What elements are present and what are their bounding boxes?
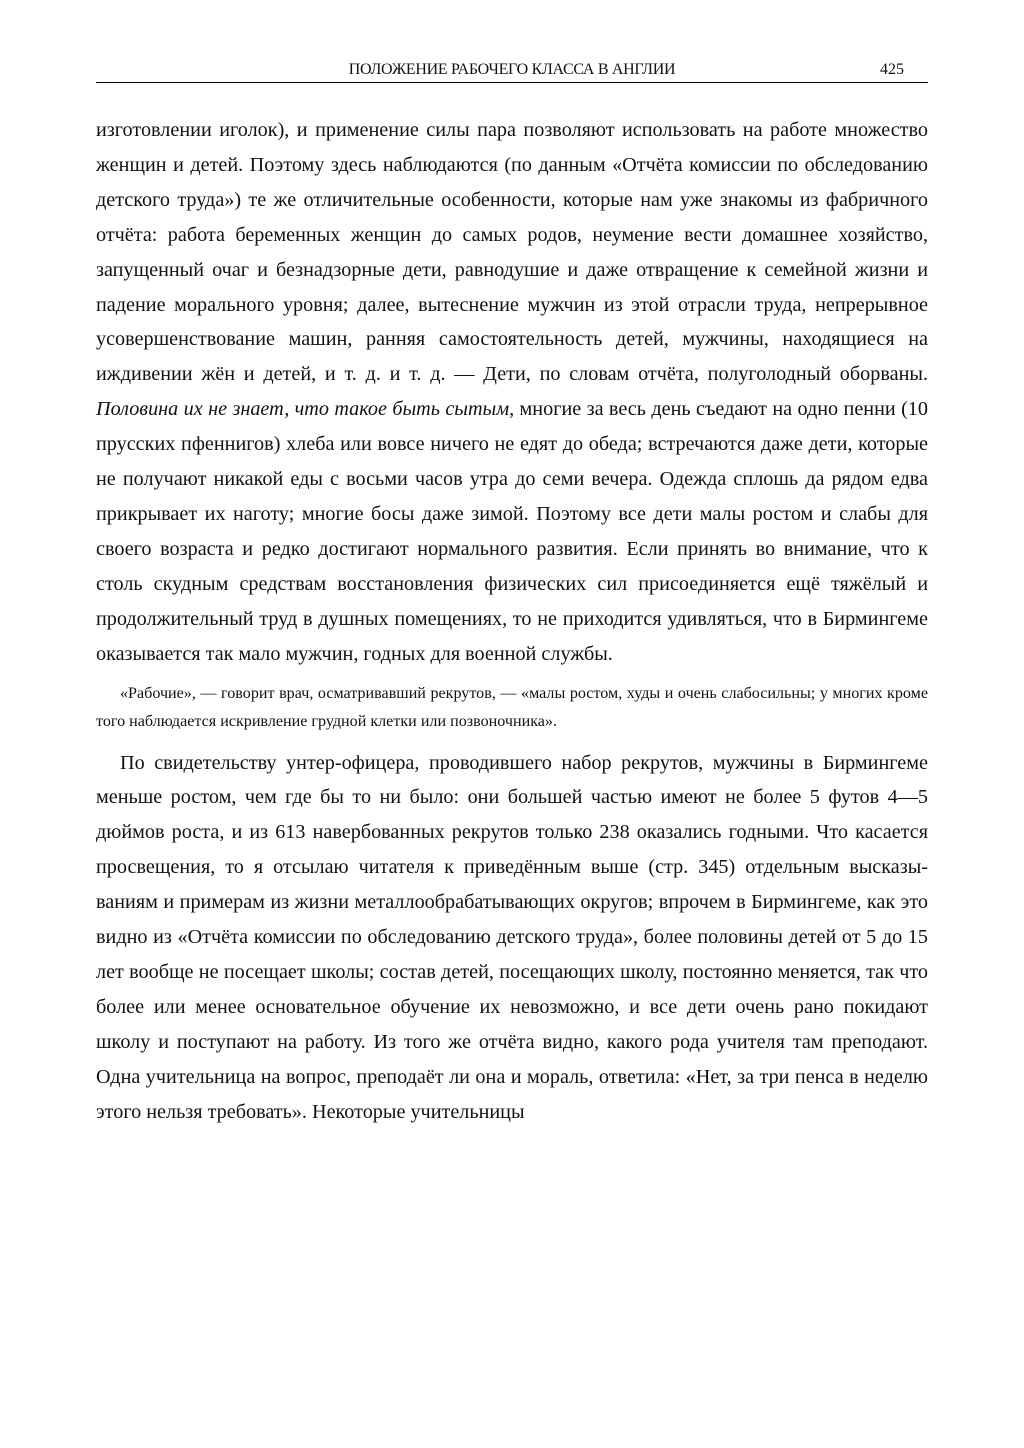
paragraph-1-text-a: изготовлении иголок), и применение силы пара позволяют использовать на работе множество женщин и детей. Поэтому здесь наблюдаются (по данным «Отчёта комиссии по обследованию детского труда») те же отличительные особенности, которые нам уже знакомы из фабричного отчёта: работа беременных женщин до самых родов, неумение вести домашнее хозяйство, запущенный очаг и безнадзорные дети, равнодушие и даже отвращение к семейной жизни и падение морального уровня; далее, вытеснение мужчин из этой отрасли труда, непрерывное усовершенствование машин, ранняя самостоятельность детей, мужчины, находящиеся на иждивении жён и детей, и т. д. и т. д. — Дети, по словам отчёта, полуголодный оборваны. <box>96 119 928 386</box>
page-number: 425 <box>880 61 904 78</box>
paragraph-2: По свидетельству унтер-офицера, проводившего набор рекрутов, мужчины в Бирмингеме меньше ростом, чем где бы то ни было: они большей частью имеют не более 5 футов 4—5 дюймов роста, и из 613 навербованных рекрутов только 238 оказались годными. Что касается просвещения, то я отсылаю читателя к приведённым выше (стр. 345) отдельным высказываниям и примерам из жизни металлообрабатывающих округов; впрочем в Бирмингеме, как это видно из «Отчёта комиссии по обследованию детского труда», более половины детей от 5 до 15 лет вообще не посещает школы; состав детей, посещающих школу, постоянно меняется, так что более или менее основательное обучение их невозможно, и все дети очень рано покидают школу и поступают на работу. Из того же отчёта видно, какого рода учителя там преподают. Одна учительница на вопрос, преподаёт ли она и мораль, ответила: «Нет, за три пенса в неделю этого нельзя требовать». Некоторые учительницы <box>96 751 928 1123</box>
paragraph-1-italic-phrase: Половина их не знает, что такое быть сытым, <box>96 398 515 421</box>
running-header <box>96 58 928 83</box>
document-page <box>96 58 928 1129</box>
doctor-quote: «Рабочие», — говорит врач, осматривавший рекрутов, — «малы ростом, худы и очень слабосильны; у многих кроме того наблюдается искривление грудной клетки или позвоночника». <box>96 684 928 730</box>
body-text <box>96 113 928 1129</box>
paragraph-1-text-b: многие за весь день съедают на одно пенни (10 прусских пфеннигов) хлеба или вовсе ничего не едят до обеда; встречаются даже дети, которые не получают никакой еды с восьми часов утра до семи вечера. Одежда сплошь да рядом едва прикрывает их наготу; многие босы даже зимой. Поэтому все дети малы ростом и слабы для своего возраста и редко достигают нормального развития. Если принять во внимание, что к столь скудным средствам восстановления физических сил присоединяется ещё тяжёлый и продолжительный труд в душных помещениях, то не приходится удивляться, что в Бирмингеме оказывается так мало мужчин, годных для военной службы. <box>96 398 928 665</box>
running-title: ПОЛОЖЕНИЕ РАБОЧЕГО КЛАССА В АНГЛИИ <box>348 61 676 78</box>
paragraph-1 <box>96 113 928 672</box>
